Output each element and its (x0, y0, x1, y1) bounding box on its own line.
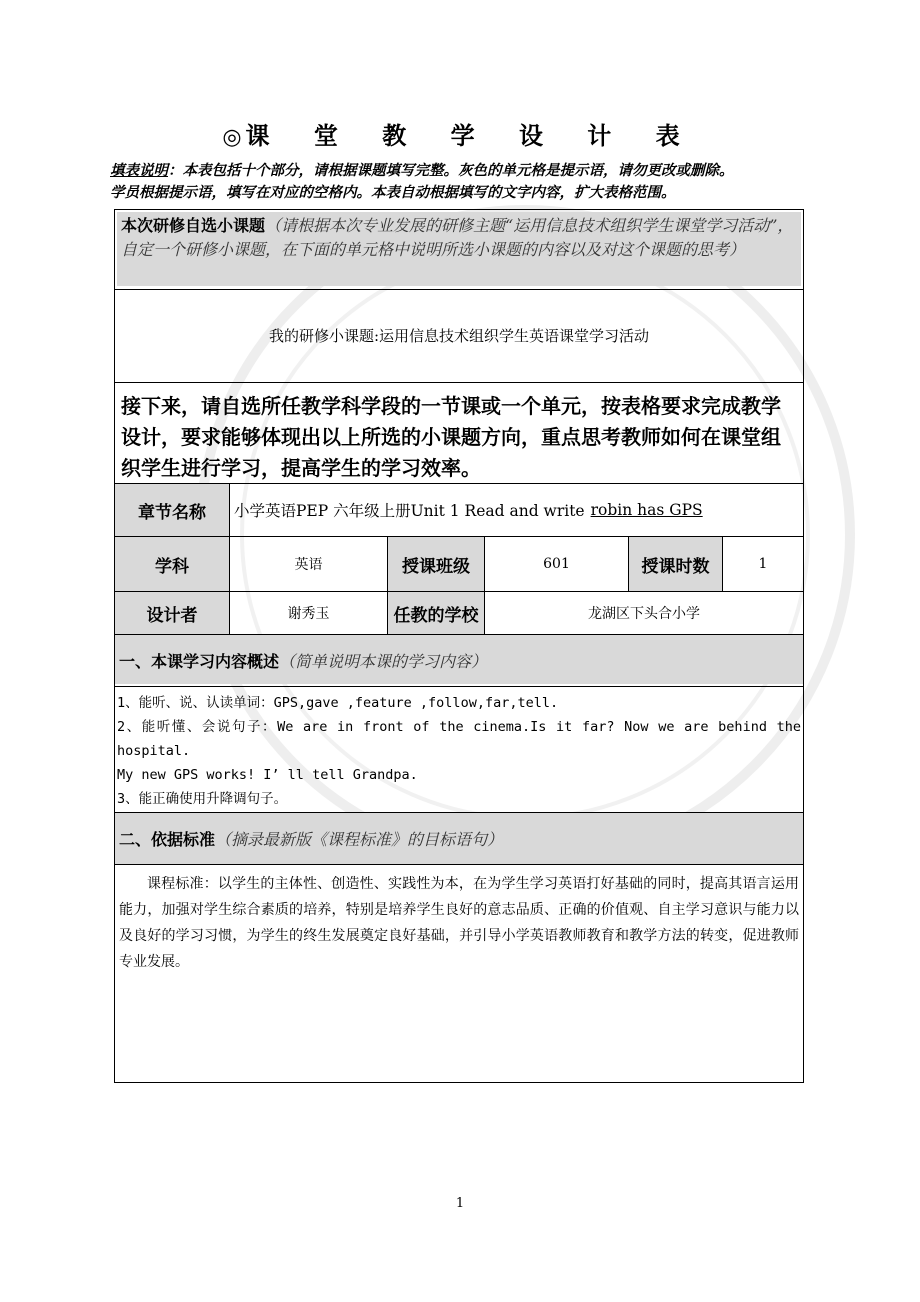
hours-label: 授课时数 (628, 536, 722, 591)
section2-hint: （摘录最新版《课程标准》的目标语句） (215, 830, 504, 849)
section1-line: 1、能听、说、认读单词：GPS,gave ,feature ,follow,far,tell. (117, 695, 559, 711)
section1-body[interactable] (115, 686, 803, 812)
topic-value-cell[interactable] (115, 289, 803, 381)
chapter-value: 小学英语PEP 六年级上册Unit 1 Read and write (234, 502, 585, 520)
section1-header (115, 634, 803, 684)
class-value[interactable]: 601 (484, 536, 628, 591)
title-text: 课 堂 教 学 设 计 表 (245, 122, 698, 150)
school-label: 任教的学校 (387, 591, 484, 634)
designer-value[interactable]: 谢秀玉 (229, 591, 387, 634)
instructions-lead: 填表说明 (110, 162, 168, 179)
topic-value: 我的研修小课题:运用信息技术组织学生英语课堂学习活动 (268, 327, 650, 345)
topic-hint: （请根据本次专业发展的研修主题“运用信息技术组织学生课堂学习活动”，自定一个研修小课题，在下面的单元格中说明所选小课题的内容以及对这个课题的思考） (121, 216, 794, 259)
design-table (114, 209, 804, 1083)
designer-label: 设计者 (115, 591, 229, 634)
section2-header (115, 812, 803, 864)
subject-value[interactable]: 英语 (229, 536, 387, 591)
section2-heading: 二、依据标准 (119, 830, 216, 849)
school-value[interactable]: 龙湖区下头合小学 (484, 591, 803, 634)
subject-label: 学科 (115, 536, 229, 591)
fill-instructions (110, 160, 815, 204)
topic-heading: 本次研修自选小课题 (121, 216, 266, 235)
section1-line: 2、能听懂、会说句子：We are in front of the cinema.Is it far? Now we are behind the (117, 719, 801, 735)
page-title (0, 116, 920, 151)
section1-line: My new GPS works! I’ ll tell Grandpa. (117, 767, 418, 783)
class-label: 授课班级 (387, 536, 484, 591)
task-instruction: 接下来，请自选所任教学科学段的一节课或一个单元，按表格要求完成教学设计，要求能够体现出以上所选的小课题方向，重点思考教师如何在课堂组织学生进行学习，提高学生的学习效率。 (115, 382, 803, 483)
section1-hint: （简单说明本课的学习内容） (279, 652, 488, 671)
topic-section-header (117, 212, 801, 286)
instructions-line2: 学员根据提示语，填写在对应的空格内。本表自动根据填写的文字内容，扩大表格范围。 (110, 184, 676, 201)
title-mark-icon: ◎ (222, 125, 246, 150)
section2-body[interactable]: 课程标准：以学生的主体性、创造性、实践性为本，在为学生学习英语打好基础的同时，提高其语言运用能力，加强对学生综合素质的培养，特别是培养学生良好的意志品质、正确的价值观、自主学习意识与能力以及良好的学习习惯，为学生的终生发展奠定良好基础，并引导小学英语教师教育和教学方法的转变，促进教师专业发展。 (115, 864, 803, 1079)
section1-heading: 一、本课学习内容概述 (119, 652, 280, 671)
page-number: 1 (455, 1196, 465, 1211)
section1-line: hospital. (117, 743, 191, 759)
chapter-label: 章节名称 (115, 483, 229, 536)
section1-line: 3、能正确使用升降调句子。 (117, 791, 288, 807)
chapter-value-cell[interactable] (229, 483, 803, 536)
instructions-line1: ：本表包括十个部分，请根据课题填写完整。灰色的单元格是提示语，请勿更改或删除。 (168, 162, 734, 179)
hours-value[interactable]: 1 (722, 536, 803, 591)
chapter-value-underlined: robin has GPS (590, 501, 703, 519)
